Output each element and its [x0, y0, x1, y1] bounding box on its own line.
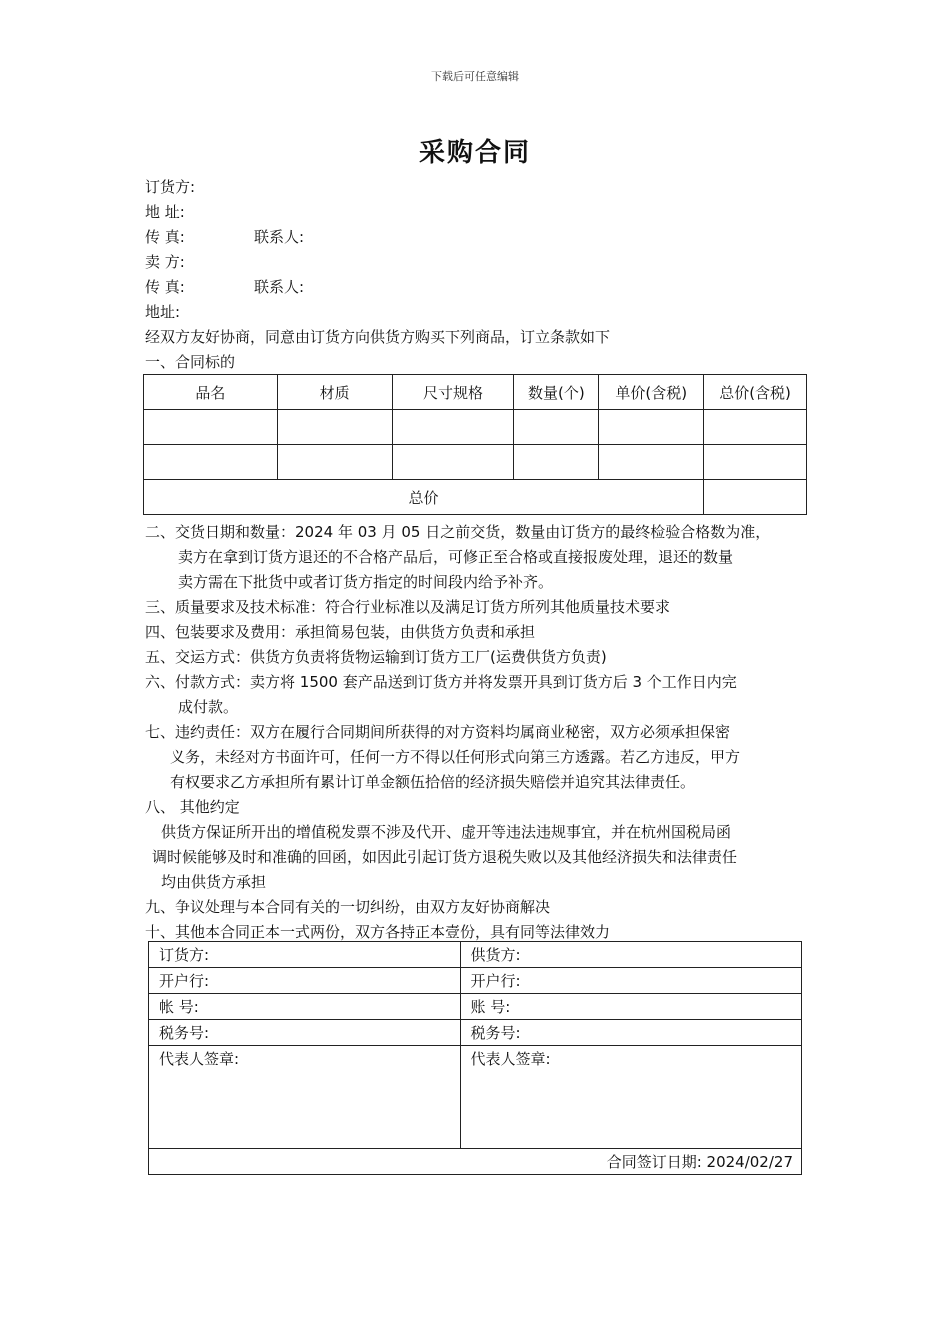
supplier-tax-field[interactable]: 税务号: [460, 1020, 801, 1046]
clause-7-line-3: 有权要求乙方承担所有累计订单金额伍拾倍的经济损失赔偿并追究其法律责任。 [170, 773, 696, 791]
supplier-bank-field[interactable]: 开户行: [460, 968, 801, 994]
table-cell[interactable] [392, 445, 514, 480]
header-cell: 数量(个) [514, 375, 599, 410]
clause-2-line-2: 卖方在拿到订货方退还的不合格产品后，可修正至合格或直接报废处理，退还的数量 [178, 548, 734, 566]
table-header-row [144, 375, 807, 410]
buyer-field[interactable]: 订货方: [149, 942, 461, 968]
contact-label-2: 联系人: [254, 278, 305, 296]
table-cell[interactable] [704, 445, 807, 480]
fax-label: 传 真: [145, 228, 185, 246]
table-cell[interactable] [514, 445, 599, 480]
total-row [144, 480, 807, 515]
fax-label-2: 传 真: [145, 278, 185, 296]
header-cell: 尺寸规格 [392, 375, 514, 410]
table-cell[interactable] [392, 410, 514, 445]
contact-label: 联系人: [254, 228, 305, 246]
table-row [149, 994, 802, 1020]
buyer-tax-field[interactable]: 税务号: [149, 1020, 461, 1046]
buyer-account-field[interactable]: 帐 号: [149, 994, 461, 1020]
address-label: 地 址: [145, 203, 185, 221]
table-cell[interactable] [599, 445, 704, 480]
clause-3: 三、质量要求及技术标准：符合行业标准以及满足订货方所列其他质量技术要求 [145, 598, 671, 616]
address-label-2: 地址: [145, 303, 181, 321]
clause-6-line-2: 成付款。 [178, 698, 239, 716]
table-cell[interactable] [599, 410, 704, 445]
clause-2-line-3: 卖方需在下批货中或者订货方指定的时间段内给予补齐。 [178, 573, 554, 591]
total-value-cell[interactable] [704, 480, 807, 515]
page-title: 采购合同 [418, 138, 531, 168]
header-cell: 单价(含税) [599, 375, 704, 410]
buyer-label: 订货方: [145, 178, 196, 196]
clause-8-line-2: 供货方保证所开出的增值税发票不涉及代开、虚开等违法违规事宜，并在杭州国税局函 [161, 823, 732, 841]
signature-table [148, 941, 802, 1175]
intro-text: 经双方友好协商，同意由订货方向供货方购买下列商品，订立条款如下 [145, 328, 611, 346]
table-row [144, 445, 807, 480]
clause-9: 九、争议处理与本合同有关的一切纠纷，由双方友好协商解决 [145, 898, 551, 916]
section-1-title: 一、合同标的 [145, 353, 236, 371]
date-value: 2024/02/27 [706, 1153, 793, 1171]
header-cell: 总价(含税) [704, 375, 807, 410]
clause-2: 二、交货日期和数量：2024 年 03 月 05 日之前交货，数量由订货方的最终检验合格数为准， [145, 523, 771, 541]
buyer-signature-field[interactable]: 代表人签章: [149, 1046, 461, 1149]
header-cell: 材质 [277, 375, 392, 410]
clause-4: 四、包装要求及费用：承担简易包装，由供货方负责和承担 [145, 623, 536, 641]
clause-8-line-3: 调时候能够及时和准确的回函，如因此引起订货方退税失败以及其他经济损失和法律责任 [152, 848, 738, 866]
table-row [149, 968, 802, 994]
table-cell[interactable] [704, 410, 807, 445]
clause-7: 七、违约责任：双方在履行合同期间所获得的对方资料均属商业秘密，双方必须承担保密 [145, 723, 731, 741]
table-row [149, 1020, 802, 1046]
table-cell[interactable] [514, 410, 599, 445]
header-note: 下载后可任意编辑 [431, 70, 519, 83]
table-row [144, 410, 807, 445]
clause-6: 六、付款方式：卖方将 1500 套产品送到订货方并将发票开具到订货方后 3 个工作日内完 [145, 673, 737, 691]
signing-date [149, 1149, 802, 1175]
date-label: 合同签订日期: [606, 1153, 702, 1171]
seller-label: 卖 方: [145, 253, 185, 271]
table-cell[interactable] [144, 445, 278, 480]
date-row [149, 1149, 802, 1175]
clause-8-line-4: 均由供货方承担 [161, 873, 267, 891]
clause-7-line-2: 义务，未经对方书面许可，任何一方不得以任何形式向第三方透露。若乙方违反，甲方 [170, 748, 741, 766]
table-row [149, 1046, 802, 1149]
table-cell[interactable] [277, 410, 392, 445]
supplier-account-field[interactable]: 账 号: [460, 994, 801, 1020]
goods-table [143, 374, 807, 515]
table-row [149, 942, 802, 968]
clause-8: 八、 其他约定 [145, 798, 240, 816]
supplier-field[interactable]: 供货方: [460, 942, 801, 968]
table-cell[interactable] [277, 445, 392, 480]
supplier-signature-field[interactable]: 代表人签章: [460, 1046, 801, 1149]
buyer-bank-field[interactable]: 开户行: [149, 968, 461, 994]
table-cell[interactable] [144, 410, 278, 445]
header-cell: 品名 [144, 375, 278, 410]
clause-10: 十、其他本合同正本一式两份，双方各持正本壹份，具有同等法律效力 [145, 923, 611, 941]
total-label: 总价 [144, 480, 704, 515]
clause-5: 五、交运方式：供货方负责将货物运输到订货方工厂(运费供货方负责) [145, 648, 607, 666]
